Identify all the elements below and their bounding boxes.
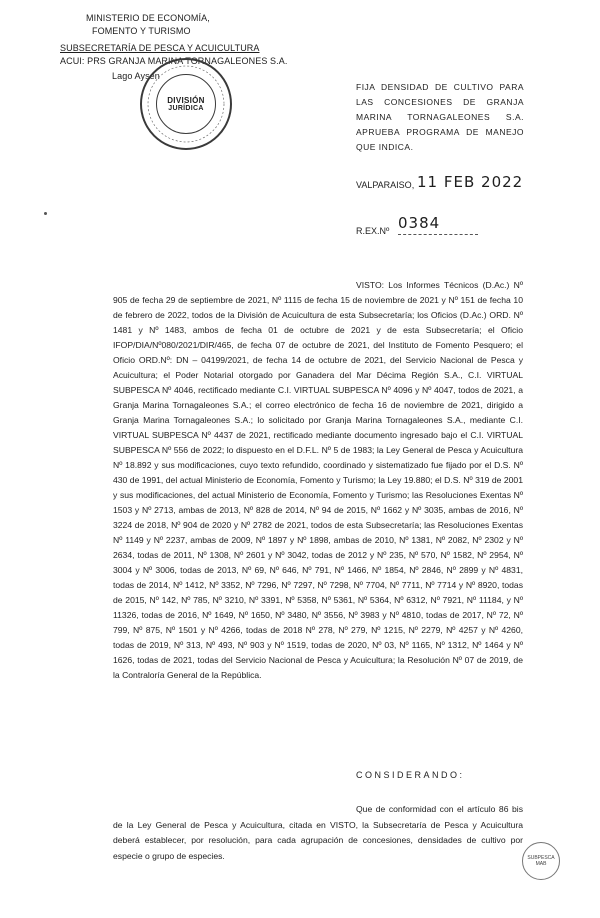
margin-dot: [44, 212, 47, 215]
location-line: Lago Aysén: [112, 71, 160, 81]
resolution-title: FIJA DENSIDAD DE CULTIVO PARA LAS CONCESIONES DE GRANJA MARINA TORNAGALEONES S.A. APRUEBA PROGRAMA DE MANEJO QUE INDICA.: [356, 82, 524, 152]
resolution-number: 0384: [398, 214, 441, 232]
ministry-line-2: FOMENTO Y TURISMO: [92, 26, 191, 36]
initials-stamp-line-2: MAB: [535, 861, 547, 867]
considerando-paragraph: Que de conformidad con el artículo 86 bis de la Ley General de Pesca y Acuicultura, citada en VISTO, la Subsecretaría de Pesca y Acuicultura deberá establecer, por resolución, para cada agrupación de concesiones, densidades de cultivo por especie o grupo de especies.: [113, 804, 523, 861]
initials-stamp: [522, 842, 560, 880]
resolution-label: R.EX.Nº: [356, 226, 390, 236]
ministry-line: MINISTERIO DE ECONOMÍA,: [86, 13, 210, 23]
stamp-inner: [156, 74, 216, 134]
subsecretaria-line: SUBSECRETARÍA DE PESCA Y ACUICULTURA: [60, 43, 260, 53]
division-juridica-stamp: [140, 58, 232, 150]
considerando-heading: CONSIDERANDO:: [356, 770, 465, 780]
visto-paragraph: VISTO: Los Informes Técnicos (D.Ac.) Nº 905 de fecha 29 de septiembre de 2021, Nº 1115 de fecha 15 de noviembre de 2021 y Nº 151 de fecha 10 de febrero de 2022, todos de la División de Acuicultura de esta Subsecretaría; los Oficios (D.Ac.) ORD. Nº 1481 y Nº 1483, ambos de fecha 01 de octubre de 2021 y de esta Subsecretaría; el Oficio IFOP/DIA/Nº080/2021/DIR/465, de fecha 07 de octubre de 2021, del Instituto de Fomento Pesquero; el Oficio ORD.Nº: DN – 04199/2021, de fecha 14 de octubre de 2021, del Servicio Nacional de Pesca y Acuicultura; el Poder Notarial otorgado por Ganadera del Mar Décima Región S.A., C.I. VIRTUAL SUBPESCA Nº 4046, rectificado mediante C.I. VIRTUAL SUBPESCA Nº 4096 y Nº 4047, todos de 2021, a Granja Marina Tornagaleones S.A.; el correo electrónico de fecha 16 de noviembre de 2021, dirigido a Granja Marina Tornagaleones S.A.; lo solicitado por Granja Marina Tornagaleones S.A., mediante C.I. VIRTUAL SUBPESCA Nº 4437 de 2021, rectificado mediante documento ingresado bajo el C.I. VIRTUAL SUBPESCA Nº 556 de 2022; lo dispuesto en el D.F.L. Nº 5 de 1983; la Ley General de Pesca y Acuicultura Nº 18.892 y sus modificaciones, cuyo texto refundido, coordinado y sistematizado fue fijado por el D.S. Nº 430 de 1991, del actual Ministerio de Economía, Fomento y Turismo; la Ley 19.880; el D.S. Nº 319 de 2001 y sus modificaciones, del actual Ministerio de Economía, Fomento y Turismo; las Resoluciones Exentas Nº 1503 y Nº 2713, ambas de 2013, Nº 828 de 2014, Nº 94 de 2015, Nº 1662 y Nº 3035, ambas de 2016, Nº 3224 de 2018, Nº 904 de 2020 y Nº 2782 de 2021, todos de esta Subsecretaría; las Resoluciones Exentas Nº 1149 y Nº 2237, ambas de 2009, Nº 1897 y Nº 1898, ambas de 2010, Nº 1381, Nº 2082, Nº 2302 y Nº 2634, todas de 2011, Nº 1308, Nº 2601 y Nº 3042, todas de 2012 y Nº 235, Nº 570, Nº 1582, Nº 2954, Nº 3004 y Nº 3006, todas de 2013, Nº 69, Nº 646, Nº 791, Nº 1466, Nº 1854, Nº 2846, Nº 2899 y Nº 4831, todas de 2014, Nº 1412, Nº 3352, Nº 7296, Nº 7297, Nº 7298, Nº 7704, Nº 7711, Nº 7714 y Nº 8920, todas de 2015, Nº 142, Nº 785, Nº 3210, Nº 3391, Nº 5358, Nº 5361, Nº 5364, Nº 6312, Nº 7921, Nº 11184, y Nº 11326, todas de 2016, Nº 1649, Nº 1650, Nº 3480, Nº 3556, Nº 3983 y Nº 4810, todas de 2017, Nº 72, Nº 799, Nº 875, Nº 1501 y Nº 4266, todas de 2018 Nº 278, Nº 279, Nº 1215, Nº 2279, Nº 4257 y Nº 4260, todas de 2019, Nº 313, Nº 493, Nº 903 y Nº 1519, todas de 2020, Nº 03, Nº 1165, Nº 1312, Nº 1464 y Nº 1626, todas de 2021, todas del Servicio Nacional de Pesca y Acuicultura; la Resolución Nº 07 de 2019, de la Contraloría General de la República.: [113, 280, 523, 680]
initials-stamp-line-1: SUBPESCA: [527, 855, 555, 861]
resolution-underline: [398, 234, 478, 235]
acui-reference: ACUI: PRS GRANJA MARINA TORNAGALEONES S.A.: [60, 56, 288, 66]
stamp-line-2: JURÍDICA: [168, 105, 204, 112]
date-city: VALPARAISO,: [356, 180, 415, 190]
date-stamp: 11 FEB 2022: [417, 173, 524, 191]
stamp-line-1: DIVISIÓN: [167, 96, 205, 105]
